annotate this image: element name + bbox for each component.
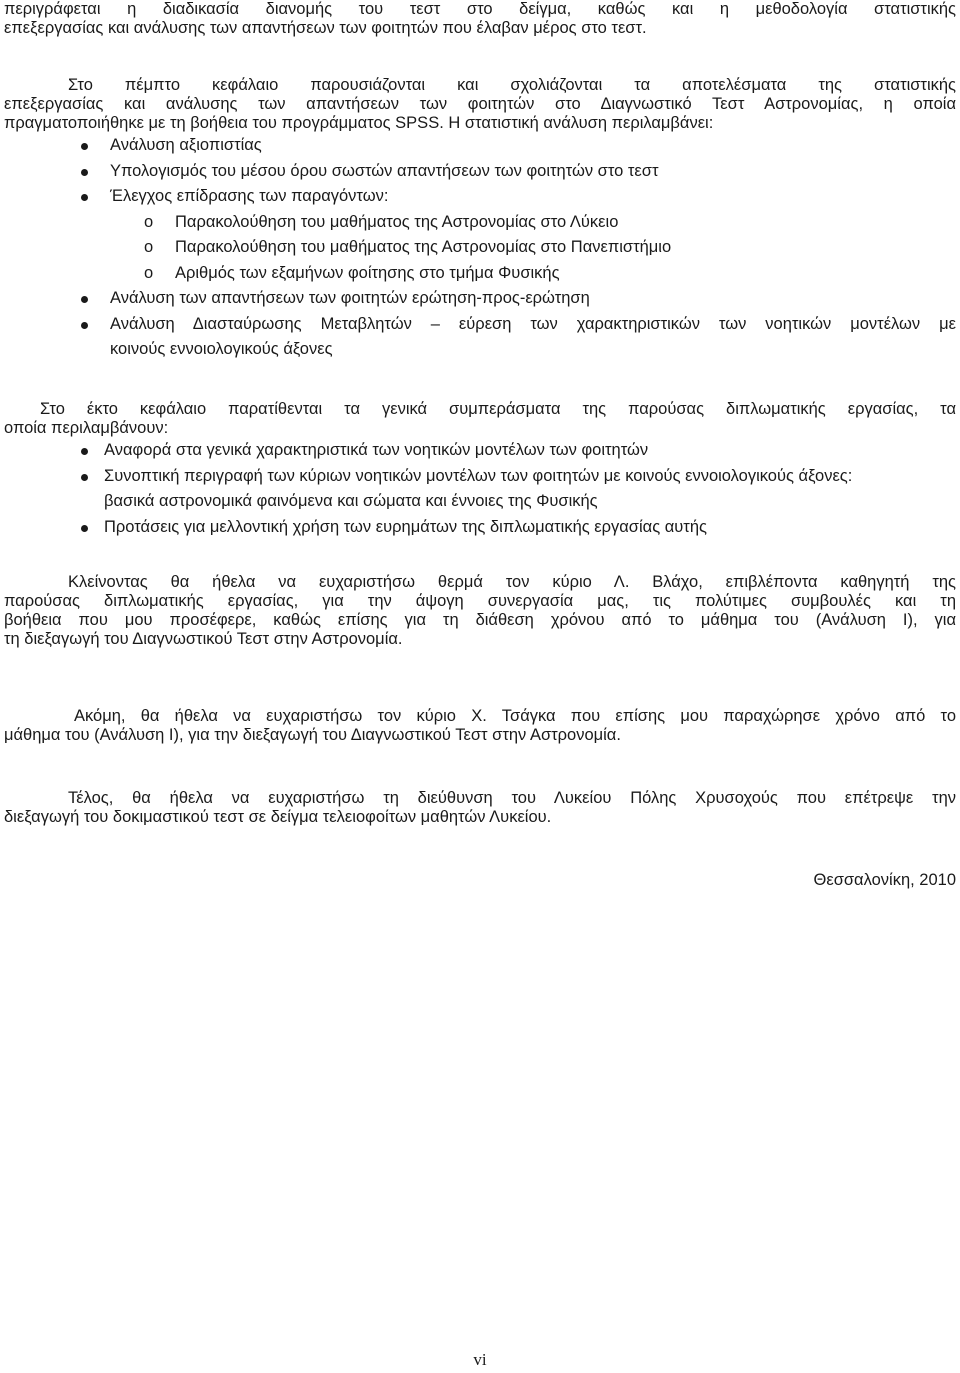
conclusions-list-continued [4,515,956,541]
text-line: Ακόμη, θα ήθελα να ευχαριστήσω τον κύριο Χ. Τσάγκα που επίσης μου παραχώρησε χρόνο από το [74,707,956,725]
chapter6-section [4,400,956,540]
analysis-list [4,133,956,210]
text-line: βασικά αστρονομικά φαινόμενα και σώματα και έννοιες της Φυσικής [104,492,598,510]
text-line: διεξαγωγή του δοκιμαστικού τεστ σε δείγμα τελειοφοίτων μαθητών Λυκείου. [4,808,552,826]
sub-list-item: o Παρακολούθηση του μαθήματος της Αστρονομίας στο Λύκειο [4,210,956,236]
acknowledgement-paragraph-1 [4,573,956,649]
list-item: Προτάσεις για μελλοντική χρήση των ευρημάτων της διπλωματικής εργασίας αυτής [4,515,956,541]
text-line: Τέλος, θα ήθελα να ευχαριστήσω τη διεύθυνση του Λυκείου Πόλης Χρυσοχούς που επέτρεψε την [68,789,956,807]
chapter6-paragraph [4,400,956,438]
text-line: Κλείνοντας θα ήθελα να ευχαριστήσω θερμά τον κύριο Λ. Βλάχο, επιβλέποντα καθηγητή της [68,573,956,591]
text-line: μάθημα του (Ανάλυση Ι), για την διεξαγωγή του Διαγνωστικού Τεστ στην Αστρονομία. [4,726,621,744]
page-number: vi [473,1350,487,1369]
text-line: οποία περιλαμβάνουν: [4,419,169,437]
factors-list [4,210,956,287]
text-line: Ανάλυση Διασταύρωσης Μεταβλητών – εύρεση των χαρακτηριστικών των νοητικών μοντέλων με [110,314,956,333]
list-item: Έλεγχος επίδρασης των παραγόντων: [4,184,956,210]
text-line: παρούσας διπλωματικής εργασίας, για την άψογη συνεργασία μας, τις πολύτιμες συμβουλές και τη [4,592,956,610]
conclusions-list [4,438,956,489]
chapter5-section [4,76,956,363]
list-item: Αναφορά στα γενικά χαρακτηριστικά των νοητικών μοντέλων των φοιτητών [4,438,956,464]
analysis-list-continued [4,286,956,337]
text-line: τη διεξαγωγή του Διαγνωστικού Τεστ στην Αστρονομία. [4,630,403,648]
text-line: περιγράφεται η διαδικασία διανομής του τεστ στο δείγμα, καθώς και η μεθοδολογία στατιστικής [4,0,956,18]
list-item: Υπολογισμός του μέσου όρου σωστών απαντήσεων των φοιτητών στο τεστ [4,159,956,185]
sub-list-item: o Αριθμός των εξαμήνων φοίτησης στο τμήμα Φυσικής [4,261,956,287]
sub-list-item: o Παρακολούθηση του μαθήματος της Αστρονομίας στο Πανεπιστήμιο [4,235,956,261]
text-line: επεξεργασίας και ανάλυσης των απαντήσεων των φοιτητών στο Διαγνωστικό Τεστ Αστρονομίας, η οποία [4,95,956,113]
text-line: Στο έκτο κεφάλαιο παρατίθενται τα γενικά συμπεράσματα της παρούσας διπλωματικής εργασίας, τα [40,400,956,418]
cross-variable-item [110,312,956,338]
list-item: Συνοπτική περιγραφή των κύριων νοητικών μοντέλων των φοιτητών με κοινούς εννοιολογικούς άξονες: [4,464,956,490]
chapter5-paragraph [4,76,956,133]
acknowledgement-paragraph-3 [4,789,956,827]
text-line: επεξεργασίας και ανάλυσης των απαντήσεων των φοιτητών που έλαβαν μέρος στο τεστ. [4,19,647,37]
list-item: Ανάλυση των απαντήσεων των φοιτητών ερώτηση-προς-ερώτηση [4,286,956,312]
text-line: πραγματοποιήθηκε με τη βοήθεια του προγράμματος SPSS. Η στατιστική ανάλυση περιλαμβάνει: [4,114,714,132]
list-item [4,312,956,338]
acknowledgement-paragraph-2 [4,707,956,745]
list-item: Ανάλυση αξιοπιστίας [4,133,956,159]
signature-place-date: Θεσσαλονίκη, 2010 [813,871,956,889]
text-line: Στο πέμπτο κεφάλαιο παρουσιάζονται και σχολιάζονται τα αποτελέσματα της στατιστικής [68,76,956,94]
intro-paragraph [4,0,956,38]
text-line: βοήθεια που μου προσέφερε, καθώς επίσης για τη διάθεση χρόνου από το μάθημα του (Ανάλυση Ι), για [4,611,956,629]
text-line: κοινούς εννοιολογικούς άξονες [110,340,333,358]
